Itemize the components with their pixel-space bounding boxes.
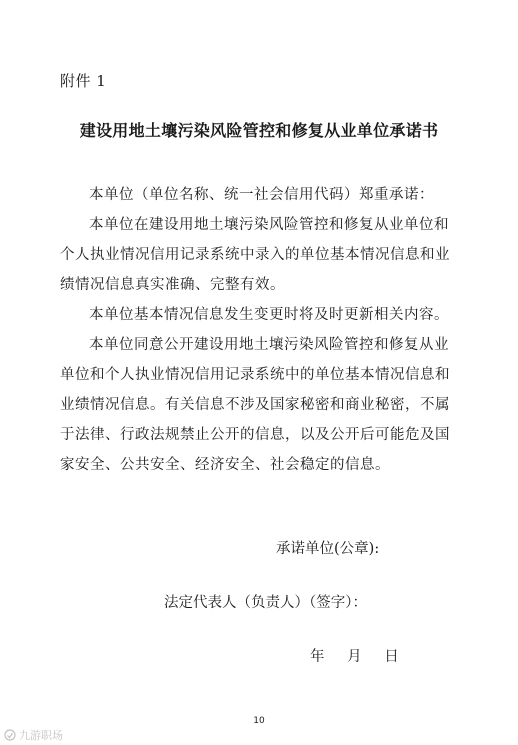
paragraph-update-commitment: 本单位基本情况信息发生变更时将及时更新相关内容。 bbox=[89, 307, 449, 323]
page-number: 10 bbox=[253, 716, 265, 726]
signature-representative-label: 法定代表人（负责人）（签字）： bbox=[164, 595, 367, 611]
watermark-logo-icon bbox=[4, 729, 16, 741]
paragraph-data-accuracy: 本单位在建设用地土壤污染风险管控和修复从业单位和个人执业情况信用记录系统中录入的单位基本情况信息和业绩情况信息真实准确、完整有效。 bbox=[60, 217, 450, 293]
paragraph-disclosure-consent: 本单位同意公开建设用地土壤污染风险管控和修复从业单位和个人执业情况信用记录系统中的单位基本情况信息和业绩情况信息。有关信息不涉及国家秘密和商业秘密，不属于法律、行政法规禁止公开的信息，以及公开后可能危及国家安全、公共安全、经济安全、社会稳定的信息。 bbox=[60, 337, 450, 473]
signature-date-label: 年 月 日 bbox=[310, 649, 401, 665]
document-title: 建设用地土壤污染风险管控和修复从业单位承诺书 bbox=[79, 121, 439, 140]
document-body bbox=[60, 180, 460, 480]
signature-unit-label: 承诺单位(公章): bbox=[276, 541, 380, 557]
attachment-label: 附件 1 bbox=[60, 72, 107, 90]
watermark-text: 九游职场 bbox=[19, 729, 63, 742]
paragraph-commitment-intro: 本单位（单位名称、统一社会信用代码）郑重承诺： bbox=[89, 187, 434, 203]
watermark bbox=[4, 727, 63, 743]
